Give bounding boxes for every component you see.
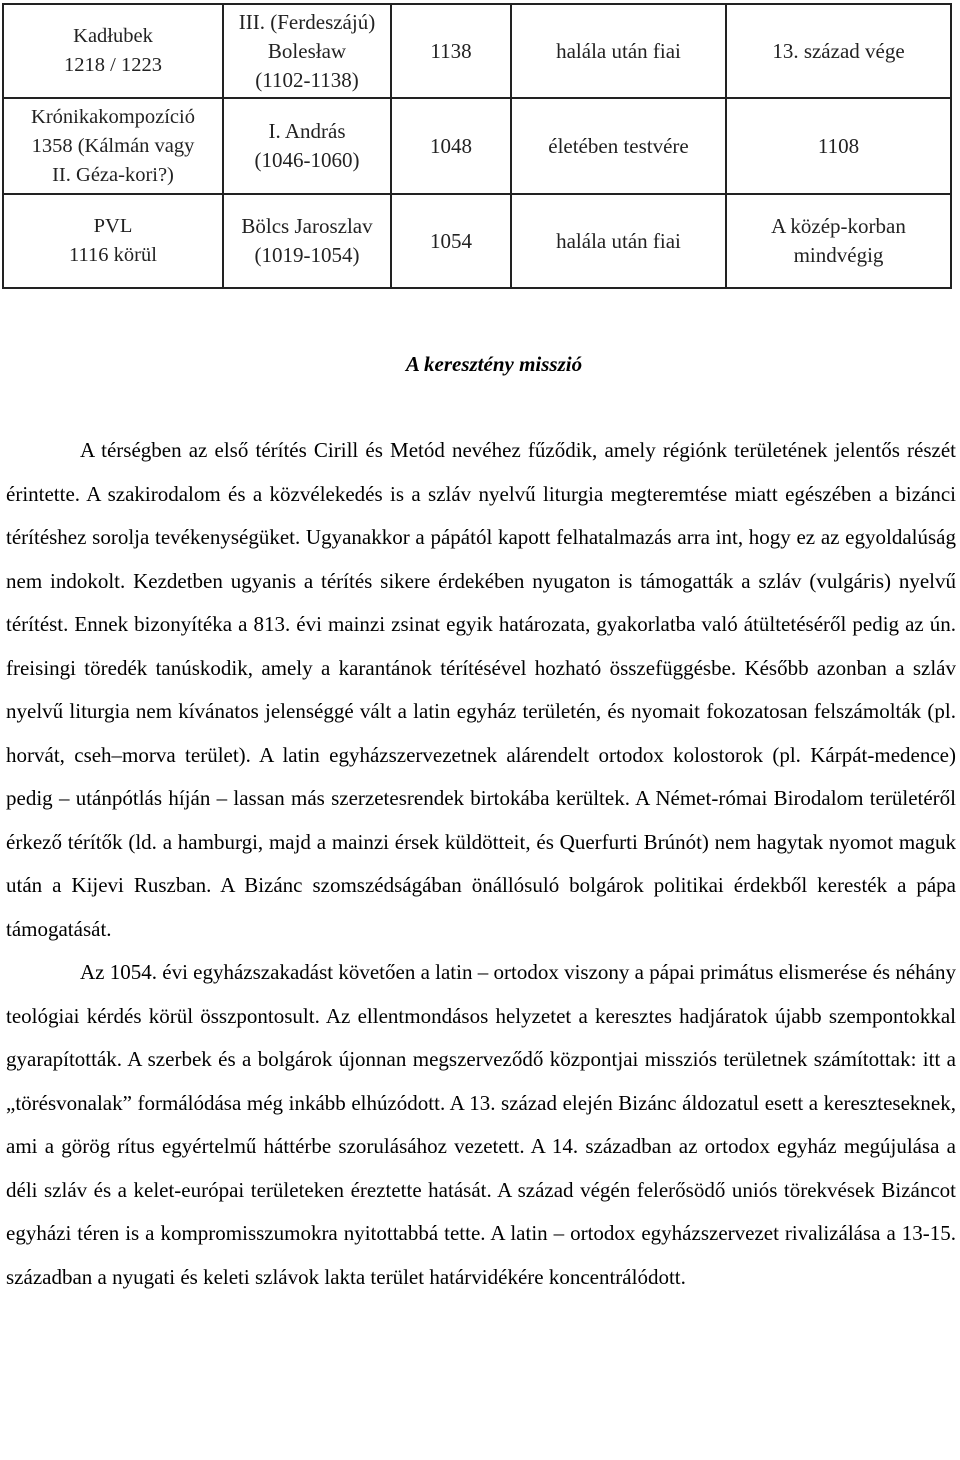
cell-text: 1358 (Kálmán vagy <box>31 134 195 157</box>
cell-text: I. András <box>268 119 346 143</box>
chronicle-cell <box>3 4 223 98</box>
year-cell: 1048 <box>391 98 511 194</box>
succession-cell: halála után fiai <box>511 4 726 98</box>
cell-text: 1218 / 1223 <box>64 54 162 76</box>
cell-text: (1019-1054) <box>254 243 360 267</box>
cell-text: II. Géza-kori?) <box>52 163 174 186</box>
ruler-cell <box>223 98 391 194</box>
chronicle-table <box>2 3 952 289</box>
succession-cell: életében testvére <box>511 98 726 194</box>
paragraph: Az 1054. évi egyházszakadást követően a latin – ortodox viszony a pápai primátus elismerése és néhány teológiai kérdés körül összpontosult. Az ellentmondásos helyzetet a keresztes hadjáratok újabb szempontokkal gyarapították. A szerbek és a bolgárok újonnan megszerveződő központjai missziós területnek számítottak: itt a „törésvonalak” formálódása még inkább elhúzódott. A 13. század elején Bizánc áldozatul esett a kereszteseknek, ami a görög rítus egyértelmű háttérbe szorulásához vezetett. A 14. században az ortodox egyház megújulása a déli szláv és a kelet-európai területeken éreztette hatását. A század végén felerősödő uniós törekvések Bizáncot egyházi téren is a kompromisszumokra nyitottabbá tette. A latin – ortodox egyházszervezet rivalizálása a 13-15. században a nyugati és keleti szlávok lakta terület határvidékére koncentrálódott. <box>6 960 956 1289</box>
cell-text: A közép-korban <box>771 214 906 238</box>
table-row <box>3 98 951 194</box>
cell-text: 1116 körül <box>69 244 157 266</box>
year-cell: 1138 <box>391 4 511 98</box>
table-row <box>3 194 951 288</box>
cell-text: Bölcs Jaroszlav <box>241 214 373 238</box>
cell-text: (1102-1138) <box>255 67 359 92</box>
year-cell: 1054 <box>391 194 511 288</box>
cell-text: mindvégig <box>793 243 884 267</box>
paragraph: A térségben az első térítés Cirill és Metód nevéhez fűződik, amely régiónk területének jelentős részét érintette. A szakirodalom és a közvélekedés is a szláv nyelvű liturgia megteremtése miatt egészében a bizánci térítéshez sorolja tevékenységüket. Ugyanakkor a pápától kapott felhatalmazás arra int, hogy ez az egyoldalúság nem indokolt. Kezdetben ugyanis a térítés sikere érdekében nyugaton is támogatták a szláv (vulgáris) nyelvű térítést. Ennek bizonyítéka a 813. évi mainzi zsinat egyik határozata, gyakorlatba való átültetéséről pedig az ún. freisingi töredék tanúskodik, amely a karantánok térítésével hozható összefüggésbe. Később azonban a szláv nyelvű liturgia nem kívánatos jelenséggé vált a latin egyház területén, és nyomait fokozatosan felszámolták (pl. horvát, cseh–morva terület). A latin egyházszervezetnek alárendelt ortodox kolostorok (pl. Kárpát-medence) pedig – utánpótlás híján – lassan más szerzetesrendek birtokába kerültek. A Német-római Birodalom területéről érkező térítők (ld. a hamburgi, majd a mainzi érsek küldötteit, és Querfurti Brúnót) nem hagytak nyomot maguk után a Kijevi Ruszban. A Bizánc szomszédságában önállósuló bolgárok politikai érdekből keresték a pápa támogatását. <box>6 438 956 941</box>
end-cell <box>726 194 951 288</box>
cell-text: III. (Ferdeszájú) <box>238 9 376 34</box>
table-row <box>3 4 951 98</box>
succession-cell: halála után fiai <box>511 194 726 288</box>
cell-text: 1108 <box>817 133 860 158</box>
body-text <box>6 429 956 1299</box>
ruler-cell <box>223 4 391 98</box>
end-cell <box>726 4 951 98</box>
cell-text: Bolesław <box>267 38 347 63</box>
cell-text: (1046-1060) <box>254 148 360 172</box>
cell-text: PVL <box>93 215 133 237</box>
cell-text: 13. század vége <box>772 38 905 63</box>
end-cell <box>726 98 951 194</box>
ruler-cell <box>223 194 391 288</box>
chronicle-cell <box>3 194 223 288</box>
cell-text: Krónikakompozíció <box>31 105 195 128</box>
chronicle-cell <box>3 98 223 194</box>
cell-text: Kadłubek <box>73 25 153 47</box>
section-title: A keresztény misszió <box>405 352 583 376</box>
